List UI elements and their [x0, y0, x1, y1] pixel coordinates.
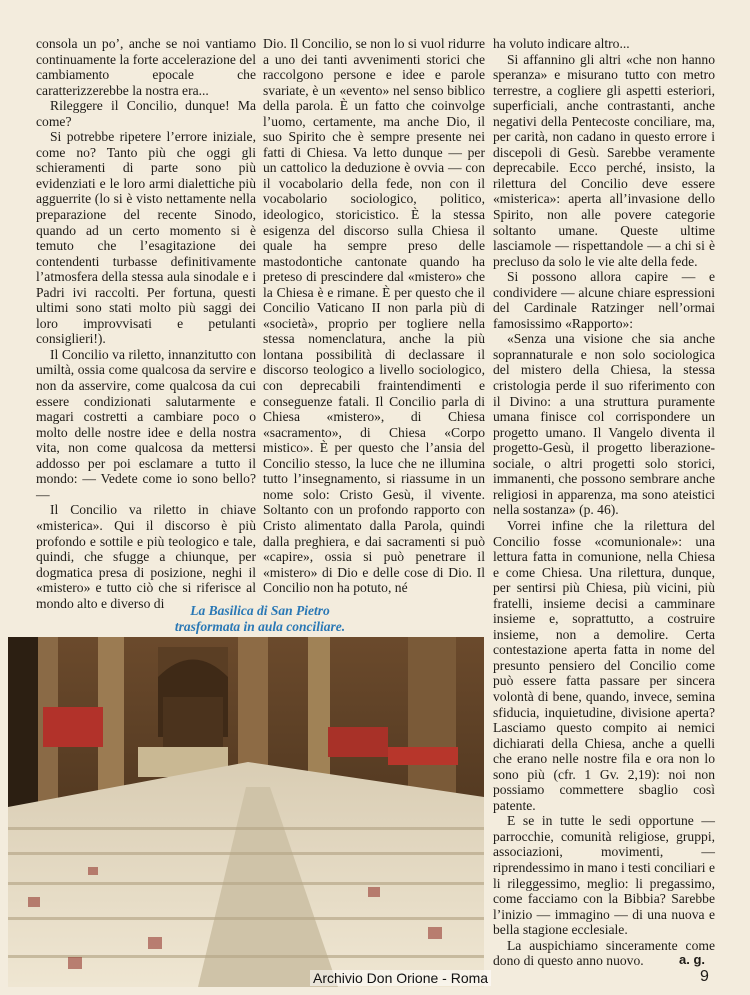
caption-line: La Basilica di San Pietro — [190, 603, 330, 618]
author-signature: a. g. — [679, 952, 706, 967]
paragraph: Il Concilio va riletto in chiave «misterica». Qui il discorso è più profondo e sottile e più teologico e tale, quindi, che sfugge a chiunque, per dogmatica presa di posizione, neghi il «mistero» e tutto ciò che si riferisce al mondo alto e diverso di — [36, 502, 256, 611]
basilica-photo — [8, 637, 484, 987]
paragraph: ha voluto indicare altro... — [493, 36, 630, 51]
paragraph: Si affannino gli altri «che non hanno speranza» e misurano tutto con metro terrestre, a cogliere gli aspetti esteriori, superficiali, anche contrastanti, anche negativi della Pentecoste conciliare, ma, per carità, non cadano in questo errore i discepoli di Gesù. Sarebbe veramente deprecabile. Ecco perché, insisto, la rilettura del Concilio deve essere «misterica»: aperta all’invasione dello Spirito, non alle povere categorie soltanto umane. Queste ultime lasciamole — rispettandole — a chi si è precluso da solo le vie alte della fede. — [493, 51, 715, 269]
article-column-2 — [263, 36, 485, 596]
paragraph: La auspichiamo sinceramente come dono di questo anno nuovo. — [493, 937, 715, 969]
article-column-3 — [493, 36, 715, 969]
paragraph: «Senza una visione che sia anche soprannaturale e non solo sociologica del mistero della Chiesa, la stessa cristologia perde il suo riferimento con il Divino: a una struttura puramente umana finisce col corrispondere un progetto umano. Il Vangelo diventa il progetto-Gesù, il progetto liberazione-sociale, o altri progetti solo storici, immanenti, che possono sembrare anche religiosi in apparenza, ma sono ateistici nella sostanza» (p. 46). — [493, 331, 715, 518]
paragraph: Rileggere il Concilio, dunque! Ma come? — [36, 98, 256, 129]
paragraph: Dio. Il Concilio, se non lo si vuol ridurre a uno dei tanti avvenimenti storici che raccolgono persone e idee e parole svariate, è un «evento» nel senso biblico della parola. È un fatto che coinvolge l’uomo, certamente, ma anche Dio, il suo Spirito che è sempre presente nei fatti di Chiesa. Va letto dunque — per un cattolico la deduzione è ovvia — con il vocabolario della fede, non con il vocabolario sociologico, politico, ideologico, storicistico. È la stessa esigenza del discorso sulla Chiesa il quale ha sempre preso delle mastodontiche cantonate quando ha preteso di prescindere dal «mistero» che la Chiesa è e rimane. È per questo che il Concilio Vaticano II non parla più di «società», proprio per togliere nella stessa nomenclatura, anche la più lontana possibilità di declassare il discorso teologico a livello sociologico, con deprecabili fraintendimenti e conseguenze fatali. Il Concilio parla di Chiesa «mistero», di Chiesa «sacramento», di Chiesa «Corpo mistico». È per questo che l’ansia del Concilio stesso, la luce che ne illumina tutto l’insegnamento, si riassume in un nome solo: Cristo Gesù, il vivente. Soltanto con un profondo rapporto con Cristo alimentato dalla Parola, quindi dalla preghiera, e dai sacramenti si può «capire», ossia si può penetrare il «mistero» di Dio e delle cose di Dio. Il Concilio non ha potuto, né — [263, 36, 486, 596]
paragraph: E se in tutte le sedi opportune — parrocchie, comunità religiose, gruppi, associazioni, movimenti, — riprendessimo in mano i testi conciliari e li rileggessimo, meglio: li pregassimo, come facciamo con la Bibbia? Sarebbe l’inizio — immagino — di una nuova e bella stagione ecclesiale. — [493, 813, 715, 938]
paragraph: Il Concilio va riletto, innanzitutto con umiltà, ossia come qualcosa da servire e non da asservire, come qualcosa da cui essere condizionati salutarmente e magari costretti a cambiare poco o molto delle nostre idee e della nostra vita, non come qualcosa da mettersi addosso per poi esclamare a tutto il mondo: — Vedete come io sono bello? — — [36, 346, 256, 502]
paragraph: Vorrei infine che la rilettura del Concilio fosse «comunionale»: una lettura fatta in comunione, nella Chiesa e come Chiesa. Una rilettura, dunque, per sentirsi più Chiesa, più vicini, più fratelli, insieme decisi a camminare insieme e, soprattutto, a costruire insieme, non a demolire. Certa contestazione aperta fatta in nome del presunto pensiero del Concilio come può essere fatta passare per sincera volontà di bene, quando, invece, semina sfiducia, inquietudine, divisione aperta? Lasciamo questo compito ai nemici dichiarati della Chiesa, anche a quelli che erano nelle nostre fila e ora non lo sono più (cfr. 1 Gv. 2,19): noi non possiamo commettere sbaglio così patente. — [493, 517, 715, 813]
archive-watermark: Archivio Don Orione - Roma — [310, 970, 491, 986]
article-column-1 — [36, 36, 256, 611]
page-number: 9 — [700, 968, 709, 985]
paragraph: Si potrebbe ripetere l’errore iniziale, come no? Tanto più che oggi gli schieramenti di parte sono più evidenziati e le loro armi dialettiche più agguerrite (lo si è visto nettamente nella preparazione del recente Sinodo, quando ad un certo momento si è temuto che l’esagitazione dei contendenti turbasse definitivamente l’atmosfera della stessa aula sinodale e i Padri ivi raccolti. Per fortuna, questi ultimi sono stati molto più saggi dei loro improvvisati e petulanti consiglieri!). — [36, 129, 256, 347]
paragraph: consola un po’, anche se noi vantiamo continuamente la forte accelerazione del cambiamento epocale che caratterizzerebbe la nostra era... — [36, 36, 256, 98]
paragraph: Si possono allora capire — e condividere — alcune chiare espressioni del Cardinale Ratzinger nell’ormai famosissimo «Rapporto»: — [493, 269, 715, 331]
caption-line: trasformata in aula conciliare. — [174, 619, 346, 634]
photo-caption — [110, 603, 410, 635]
